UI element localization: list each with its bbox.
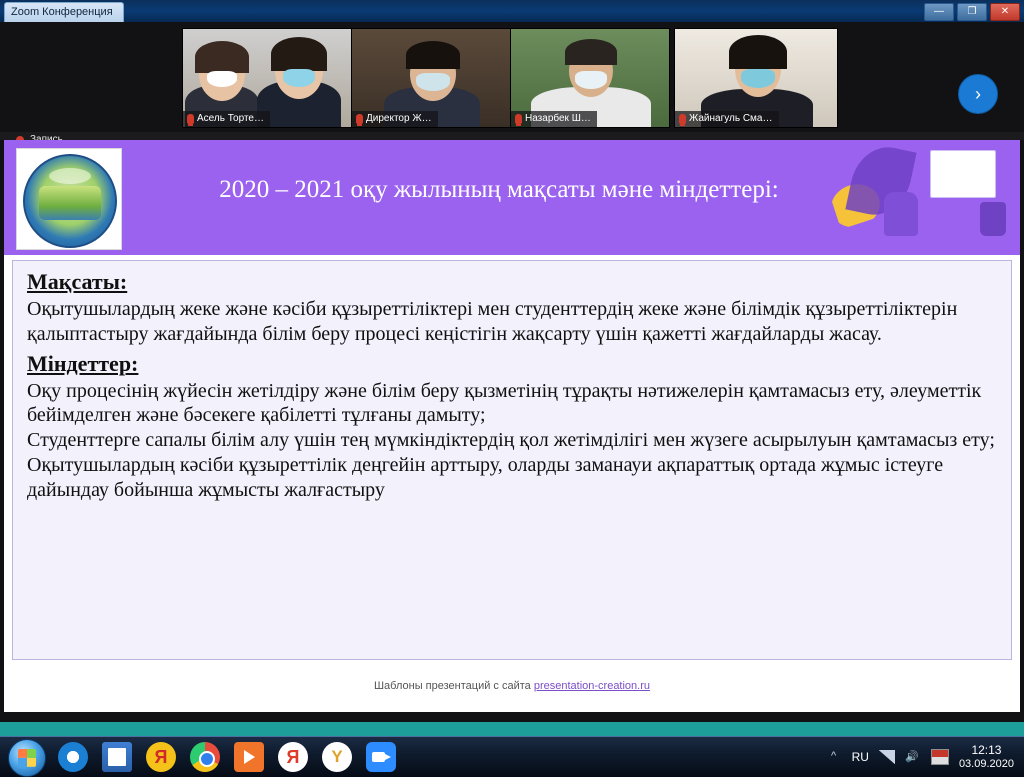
close-button[interactable]: ✕ xyxy=(990,3,1020,21)
windows-logo-icon xyxy=(18,749,36,767)
desktop-background-strip xyxy=(0,722,1024,736)
participant-name-bar xyxy=(675,111,779,127)
maximize-button[interactable]: ❐ xyxy=(957,3,987,21)
right-letterbox xyxy=(1020,140,1024,712)
participant-tile[interactable] xyxy=(674,28,838,128)
section-paragraph: Оқытушылардың кәсіби құзыреттілік деңгейін арттыру, оларды заманауи ақпараттық ортада жұмыс істеуге дайындау бойынша жұмысты жалғастыру xyxy=(27,453,944,501)
next-participants-button[interactable]: › xyxy=(958,74,998,114)
media-player-icon[interactable] xyxy=(234,742,264,772)
mic-muted-icon xyxy=(679,114,686,124)
zoom-icon[interactable] xyxy=(366,742,396,772)
credit-text: Шаблоны презентаций с сайта xyxy=(373,680,534,692)
start-button[interactable] xyxy=(8,739,46,777)
taskbar-app-icons xyxy=(58,737,396,777)
institution-logo xyxy=(16,148,122,250)
emblem-icon xyxy=(23,154,117,248)
section-paragraph: Студенттерге сапалы білім алу үшін тең мүмкіндіктердің қол жетімділігі мен жүзеге асырылуын қамтамасыз ету; xyxy=(27,429,995,452)
network-icon[interactable] xyxy=(879,750,895,764)
slide-credit xyxy=(4,680,1020,692)
show-hidden-icons-icon[interactable] xyxy=(826,750,842,764)
yandex-browser-icon[interactable] xyxy=(278,742,308,772)
slide-header xyxy=(4,140,1020,255)
participant-name: Директор Ж… xyxy=(366,113,432,124)
section-heading-tasks: Міндеттер: xyxy=(27,350,139,376)
participant-name: Назарбек Ш… xyxy=(525,113,591,124)
section-paragraph: Оқу процесінің жүйесін жетілдіру және білім беру қызметінің тұрақты нәтижелерін қамтамасыз ету, әлеуметтік бейімделген және бәсекеге қабілетті тұлғаны дамыту; xyxy=(27,379,982,427)
section-paragraph: Оқытушылардың жеке және кәсіби құзыреттіліктері мен студенттердің жеке және білімдік құзыреттіліктерін қалыптастыру жағдайында білім беру процесі кеңістігін жақсарту үшін қажетті жағдайларды жасау. xyxy=(27,298,958,345)
participant-name: Жайнагуль Сма… xyxy=(689,113,773,124)
action-center-icon[interactable] xyxy=(931,749,949,765)
chair-icon xyxy=(884,192,918,236)
yandex-mail-icon[interactable] xyxy=(322,742,352,772)
minimize-button[interactable]: — xyxy=(924,3,954,21)
document-icon xyxy=(930,150,996,198)
mic-muted-icon xyxy=(515,114,522,124)
participant-name-bar xyxy=(352,111,438,127)
clock-date: 03.09.2020 xyxy=(958,757,1014,770)
mic-muted-icon xyxy=(356,114,363,124)
credit-link[interactable]: presentation-creation.ru xyxy=(533,680,651,692)
volume-icon[interactable] xyxy=(905,750,921,764)
system-tray xyxy=(826,737,1020,777)
language-indicator[interactable]: RU xyxy=(851,750,869,764)
participant-tile[interactable] xyxy=(351,28,511,128)
participant-name-bar xyxy=(511,111,597,127)
participant-name: Асель Торте… xyxy=(197,113,264,124)
yandex-icon[interactable] xyxy=(146,742,176,772)
section-heading-goal: Мақсаты: xyxy=(27,269,128,294)
windows-taskbar xyxy=(0,736,1024,777)
participant-filmstrip xyxy=(0,22,1024,132)
internet-explorer-icon[interactable] xyxy=(58,742,88,772)
participant-tile[interactable] xyxy=(510,28,670,128)
zoom-window-tab[interactable]: Zoom Конференция xyxy=(4,2,124,22)
slide-title: 2020 – 2021 оқу жылының мақсаты мәне міндеттері: xyxy=(219,176,779,203)
clock[interactable] xyxy=(959,744,1020,770)
plant-icon xyxy=(980,202,1006,236)
mic-muted-icon xyxy=(187,114,194,124)
zoom-window-titlebar xyxy=(0,0,1024,23)
clock-time: 12:13 xyxy=(971,742,1002,757)
word-document-icon[interactable] xyxy=(102,742,132,772)
participant-tile[interactable] xyxy=(182,28,352,128)
decorative-illustration xyxy=(824,144,1014,252)
google-chrome-icon[interactable] xyxy=(190,742,220,772)
participant-name-bar xyxy=(183,111,270,127)
shared-slide xyxy=(4,140,1020,712)
window-controls xyxy=(924,3,1020,21)
slide-body xyxy=(12,260,1012,660)
